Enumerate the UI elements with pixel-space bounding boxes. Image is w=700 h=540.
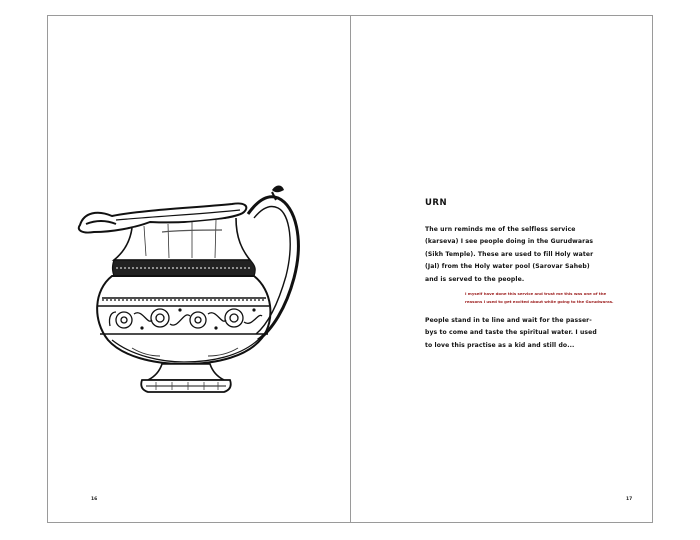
right-page xyxy=(351,16,653,522)
aside-line: reasons I used to get excited about while going to the Gurudwaras. xyxy=(465,299,614,305)
left-page-number: 16 xyxy=(91,497,98,502)
aside-line: I myself have done this service and trust me this was one of the xyxy=(465,291,607,297)
article-heading: URN xyxy=(425,198,448,208)
paragraph-1 xyxy=(425,224,625,286)
paragraph-line: The urn reminds me of the selfless service xyxy=(425,226,576,233)
urn-illustration xyxy=(72,180,306,410)
paragraph-line: (karseva) I see people doing in the Gurudwaras xyxy=(425,238,594,246)
right-page-number: 17 xyxy=(626,497,633,502)
left-page xyxy=(48,16,350,522)
paragraph-2 xyxy=(425,315,625,352)
article-text xyxy=(425,198,625,352)
paragraph-line: bys to come and taste the spiritual water. I used xyxy=(425,329,597,337)
paragraph-line: (Sikh Temple). These are used to fill Holy water xyxy=(425,250,594,258)
paragraph-line: People stand in te line and wait for the passer- xyxy=(425,317,592,325)
paragraph-line: to love this practise as a kid and still do... xyxy=(425,341,575,349)
paragraph-line: and is served to the people. xyxy=(425,275,525,283)
book-spread xyxy=(47,15,653,523)
aside-note xyxy=(465,290,625,306)
paragraph-line: (Jal) from the Holy water pool (Sarovar Saheb) xyxy=(425,263,590,271)
